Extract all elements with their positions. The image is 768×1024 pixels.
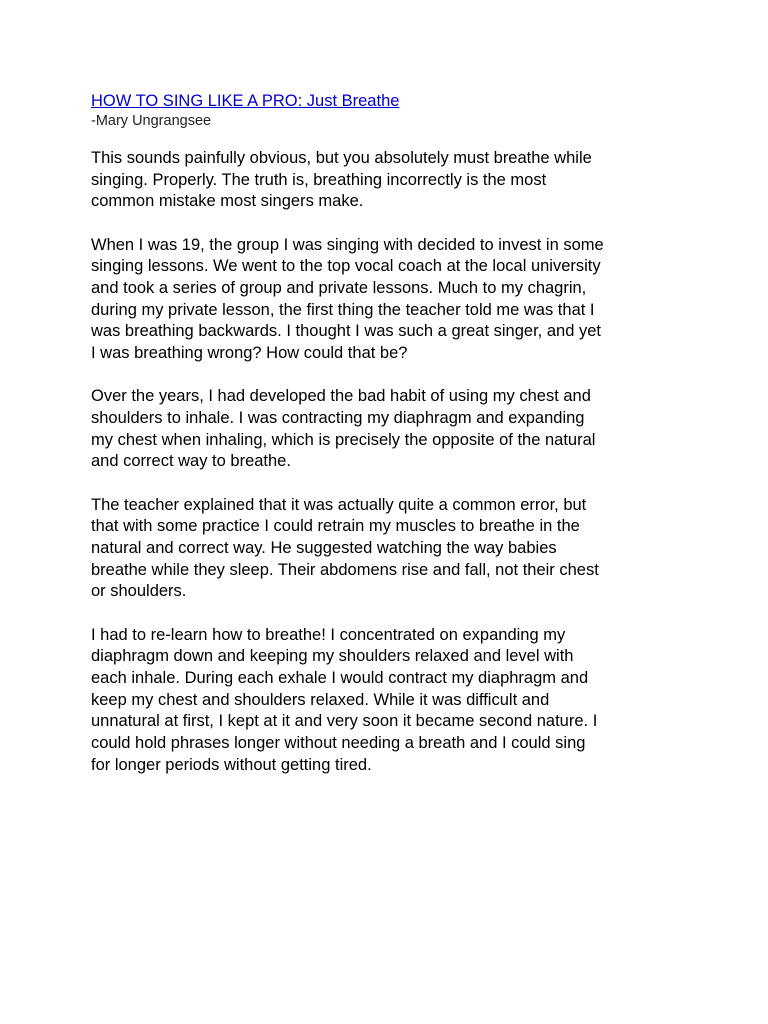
text-line: for longer periods without getting tired. xyxy=(91,755,372,774)
text-line: that with some practice I could retrain my muscles to breathe in the xyxy=(91,517,580,536)
article-author: -Mary Ungrangsee xyxy=(91,113,212,129)
paragraph xyxy=(91,386,691,473)
text-line: Over the years, I had developed the bad habit of using my chest and xyxy=(91,387,591,406)
text-line: my chest when inhaling, which is precisely the opposite of the natural xyxy=(91,430,596,449)
text-line: during my private lesson, the first thing the teacher told me was that I xyxy=(91,300,595,319)
text-line: could hold phrases longer without needing a breath and I could sing xyxy=(91,734,586,753)
text-line: breathe while they sleep. Their abdomens rise and fall, not their chest xyxy=(91,560,599,579)
text-line: I had to re-learn how to breathe! I concentrated on expanding my xyxy=(91,625,566,644)
text-line: singing lessons. We went to the top vocal coach at the local university xyxy=(91,257,601,276)
text-line: unnatural at first, I kept at it and very soon it became second nature. I xyxy=(91,712,598,731)
paragraph xyxy=(91,148,691,213)
text-line: each inhale. During each exhale I would contract my diaphragm and xyxy=(91,669,589,688)
text-line: I was breathing wrong? How could that be? xyxy=(91,344,408,363)
paragraph xyxy=(91,235,691,365)
text-line: or shoulders. xyxy=(91,582,187,601)
text-line: shoulders to inhale. I was contracting my diaphragm and expanding xyxy=(91,409,585,428)
article-title-link[interactable]: HOW TO SING LIKE A PRO: Just Breathe xyxy=(91,92,400,110)
text-line: natural and correct way. He suggested watching the way babies xyxy=(91,539,557,558)
text-line: diaphragm down and keeping my shoulders relaxed and level with xyxy=(91,647,574,666)
text-line: was breathing backwards. I thought I was such a great singer, and yet xyxy=(91,322,601,341)
text-line: When I was 19, the group I was singing with decided to invest in some xyxy=(91,235,604,254)
paragraph xyxy=(91,495,691,604)
article-body xyxy=(91,148,691,777)
text-line: and correct way to breathe. xyxy=(91,452,291,471)
text-line: and took a series of group and private lessons. Much to my chagrin, xyxy=(91,279,587,298)
text-line: keep my chest and shoulders relaxed. While it was difficult and xyxy=(91,690,550,709)
text-line: singing. Properly. The truth is, breathing incorrectly is the most xyxy=(91,170,547,189)
paragraph xyxy=(91,625,691,777)
text-line: The teacher explained that it was actually quite a common error, but xyxy=(91,495,587,514)
document-page xyxy=(91,90,691,798)
text-line: common mistake most singers make. xyxy=(91,192,364,211)
text-line: This sounds painfully obvious, but you absolutely must breathe while xyxy=(91,149,592,167)
